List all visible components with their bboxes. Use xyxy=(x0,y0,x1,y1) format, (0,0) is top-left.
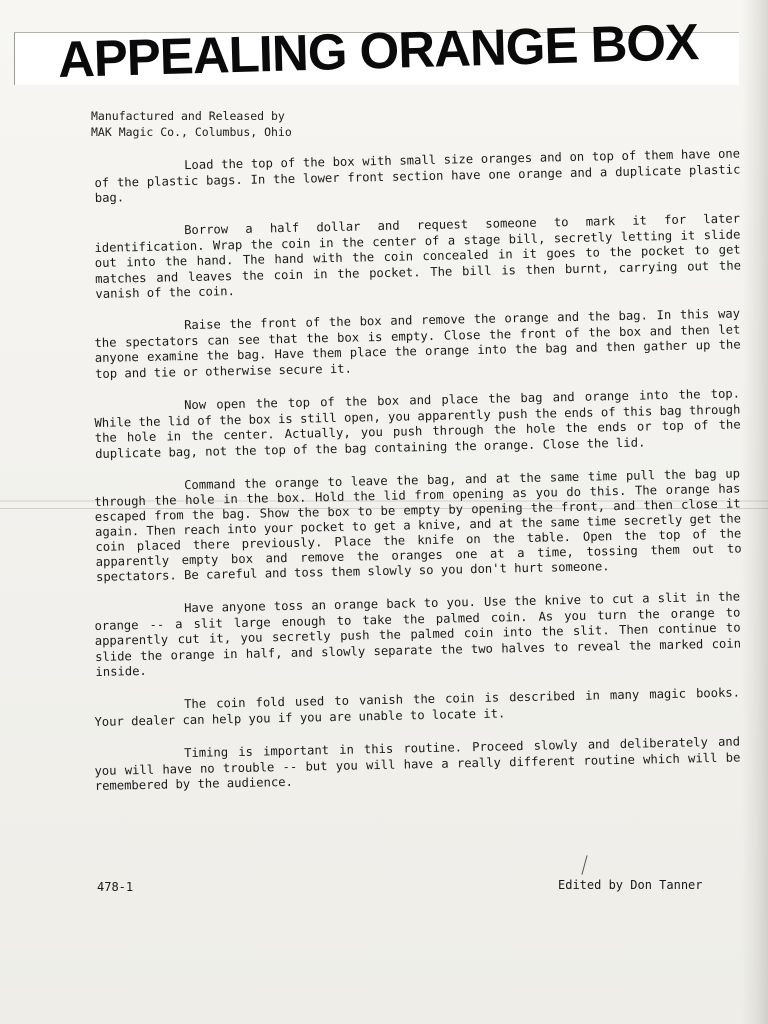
paragraph-timing: Timing is important in this routine. Proceed slowly and deliberately and you will have no trouble -- but you will have a really different routine which will be remembered by the audience. xyxy=(94,733,741,793)
paragraph-orange-vanish: Command the orange to leave the bag, and at the same time pull the bag up through the hole in the box. Hold the lid from opening as you do this. The orange has escaped from the bag. Show the box to be empty by opening the front, and then close it again. Then reach into your pocket to get a knive, and at the same time secretly get the coin placed there previously. Place the knife on the table. Open the top of the apparently empty box and remove the oranges one at a time, tossing them out to spectators. Be careful and toss them slowly so you don't hurt someone. xyxy=(94,466,742,584)
catalog-number: 478-1 xyxy=(97,880,134,894)
paragraph-borrow-coin: Borrow a half dollar and request someone to mark it for later identification. Wrap the coin in the center of a stage bill, secretly letting it slide out into the hand. The hand with the coin concealed in it goes to the pocket to get matches and leaves the coin in the pocket. The bill is then burnt, carrying out the vanish of the coin. xyxy=(94,210,742,301)
paragraph-show-box-empty: Raise the front of the box and remove the orange and the bag. In this way the spectators can see that the box is empty. Close the front of the box and then let anyone examine the bag. Have them place the orange into the bag and then gather up the top and tie or otherwise secure it. xyxy=(94,306,741,381)
document-title: APPEALING ORANGE BOX xyxy=(57,13,699,88)
manufacturer-line-2: MAK Magic Co., Columbus, Ohio xyxy=(91,125,292,139)
paper-edge-shadow xyxy=(742,0,768,1024)
pen-mark xyxy=(581,855,587,875)
paragraph-coin-fold: The coin fold used to vanish the coin is described in many magic books. Your dealer can help you if you are unable to locate it. xyxy=(94,684,741,728)
paragraph-load-box: Load the top of the box with small size oranges and on top of them have one of the plastic bags. In the lower front section have one orange and a duplicate plastic bag. xyxy=(94,146,741,205)
manufacturer-line-1: Manufactured and Released by xyxy=(91,109,285,123)
instructions-body xyxy=(94,146,742,812)
editor-credit: Edited by Don Tanner xyxy=(558,878,703,892)
paragraph-cut-orange: Have anyone toss an orange back to you. Use the knive to cut a slit in the orange -- a slit large enough to take the palmed coin. As you turn the orange to apparently cut it, you secretly push the palmed coin into the slit. Then continue to slide the orange in half, and slowly separate the two halves to reveal the marked coin inside. xyxy=(94,589,742,679)
paragraph-place-bag: Now open the top of the box and place the bag and orange into the top. While the lid of the box is still open, you apparently push the ends of this bag through the hole in the center. Actually, you push through the hole the ends or top of the duplicate bag, not the top of the bag containing the orange. Close the lid. xyxy=(94,386,741,461)
manufacturer-block xyxy=(91,108,292,140)
